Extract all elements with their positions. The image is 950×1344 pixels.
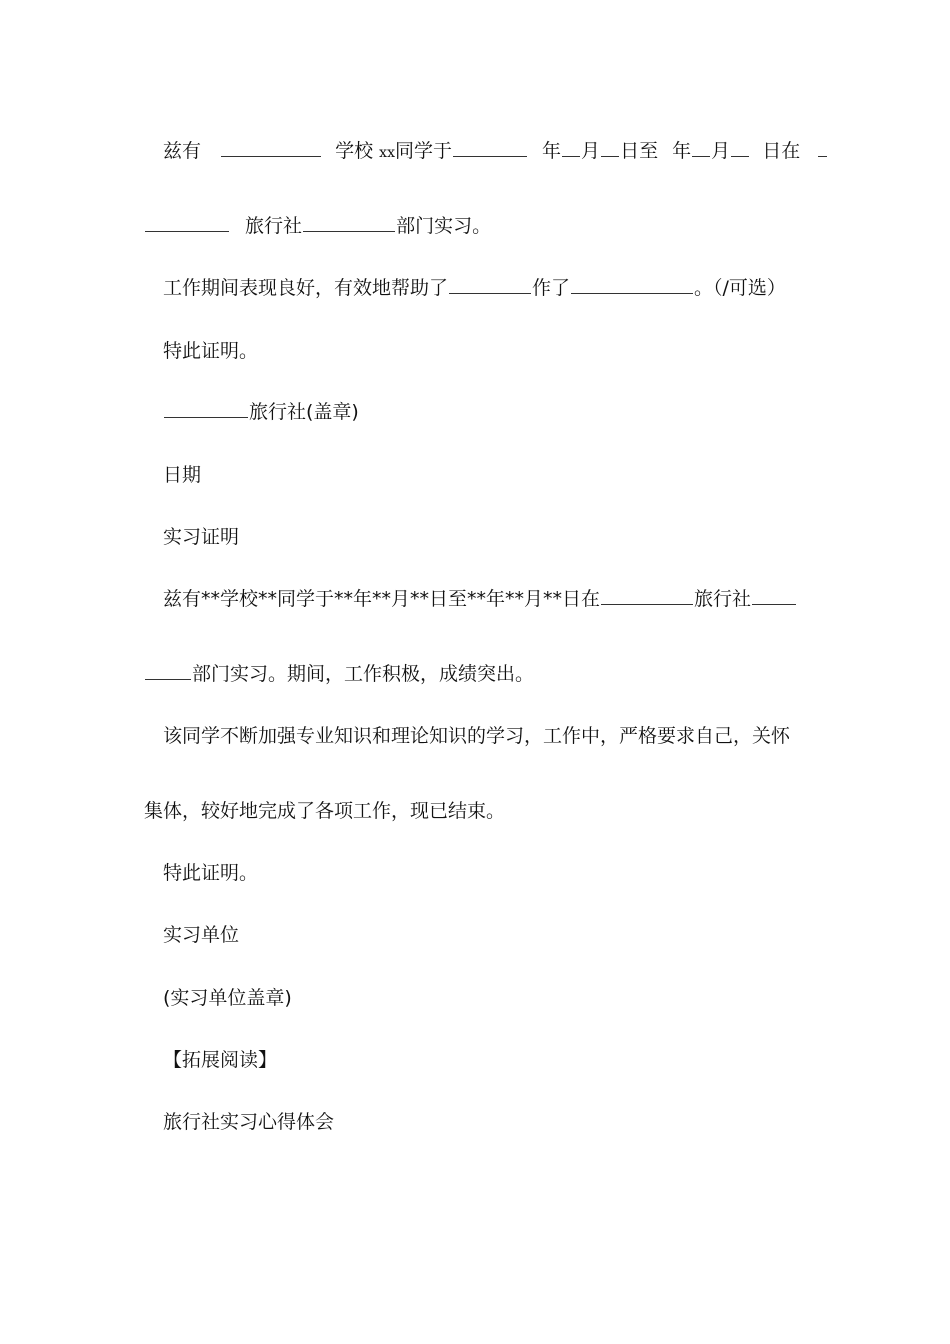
blank-agency-name <box>145 213 229 232</box>
cert2-title: 实习证明 <box>163 526 240 548</box>
cert2-para1-line2 <box>144 660 534 688</box>
cert1-date: 日期 <box>163 464 202 486</box>
cert1-certify: 特此证明。 <box>163 340 259 362</box>
cert1-text-ziyou: 兹有 <box>163 140 202 162</box>
blank-cert2-dept-start <box>752 586 796 605</box>
blank-start-month <box>562 138 580 157</box>
cert1-line3 <box>163 274 786 302</box>
cert1-seal-line <box>163 398 359 426</box>
blank-cert2-agency <box>601 586 693 605</box>
cert1-text-seal: 旅行社(盖章) <box>249 401 359 423</box>
blank-helped <box>449 275 531 294</box>
blank-end-day <box>731 138 749 157</box>
cert1-text-year1: 年 <box>542 140 562 162</box>
cert2-para2-line2: 集体，较好地完成了各项工作，现已结束。 <box>144 800 506 822</box>
cert1-text-xx: xx <box>379 145 395 161</box>
blank-end-month <box>692 138 710 157</box>
cert1-text-dayat: 日在 <box>762 140 801 162</box>
cert1-text-agency: 旅行社 <box>245 215 303 237</box>
blank-agency-start <box>818 138 827 157</box>
cert2-unit: 实习单位 <box>163 924 240 946</box>
blank-start-day <box>601 138 619 157</box>
cert2-text-dept: 部门实习。期间，工作积极，成绩突出。 <box>192 663 535 685</box>
cert1-text-dept: 部门实习。 <box>396 215 492 237</box>
cert1-text-performance: 工作期间表现良好，有效地帮助了 <box>163 277 449 299</box>
cert2-unit-seal: (实习单位盖章) <box>163 987 292 1009</box>
cert1-line2 <box>144 212 491 240</box>
extended-reading-heading: 【拓展阅读】 <box>163 1049 278 1071</box>
cert2-text-agency: 旅行社 <box>694 588 752 610</box>
cert1-text-month2: 月 <box>711 140 731 162</box>
cert1-text-dayto: 日至 <box>620 140 659 162</box>
blank-cert2-dept <box>145 661 191 680</box>
cert1-text-did: 作了 <box>532 277 571 299</box>
cert2-certify: 特此证明。 <box>163 862 259 884</box>
cert1-line1 <box>163 137 828 167</box>
cert2-para1-line1 <box>163 585 797 613</box>
blank-department <box>303 213 395 232</box>
cert1-text-school: 学校 <box>335 140 374 162</box>
cert1-text-student: 同学于 <box>394 140 452 162</box>
blank-work <box>571 275 693 294</box>
blank-agency-seal <box>164 399 248 418</box>
cert1-text-year2: 年 <box>672 140 692 162</box>
extended-reading-title: 旅行社实习心得体会 <box>163 1111 335 1133</box>
cert1-text-month1: 月 <box>581 140 601 162</box>
cert2-text-intro: 兹有**学校**同学于**年**月**日至**年**月**日在 <box>163 588 601 610</box>
blank-school <box>221 138 321 157</box>
blank-start-year <box>453 138 527 157</box>
cert1-text-optional: 。（/可选） <box>694 277 786 299</box>
cert2-para2-line1: 该同学不断加强专业知识和理论知识的学习，工作中，严格要求自己，关怀 <box>163 725 791 747</box>
